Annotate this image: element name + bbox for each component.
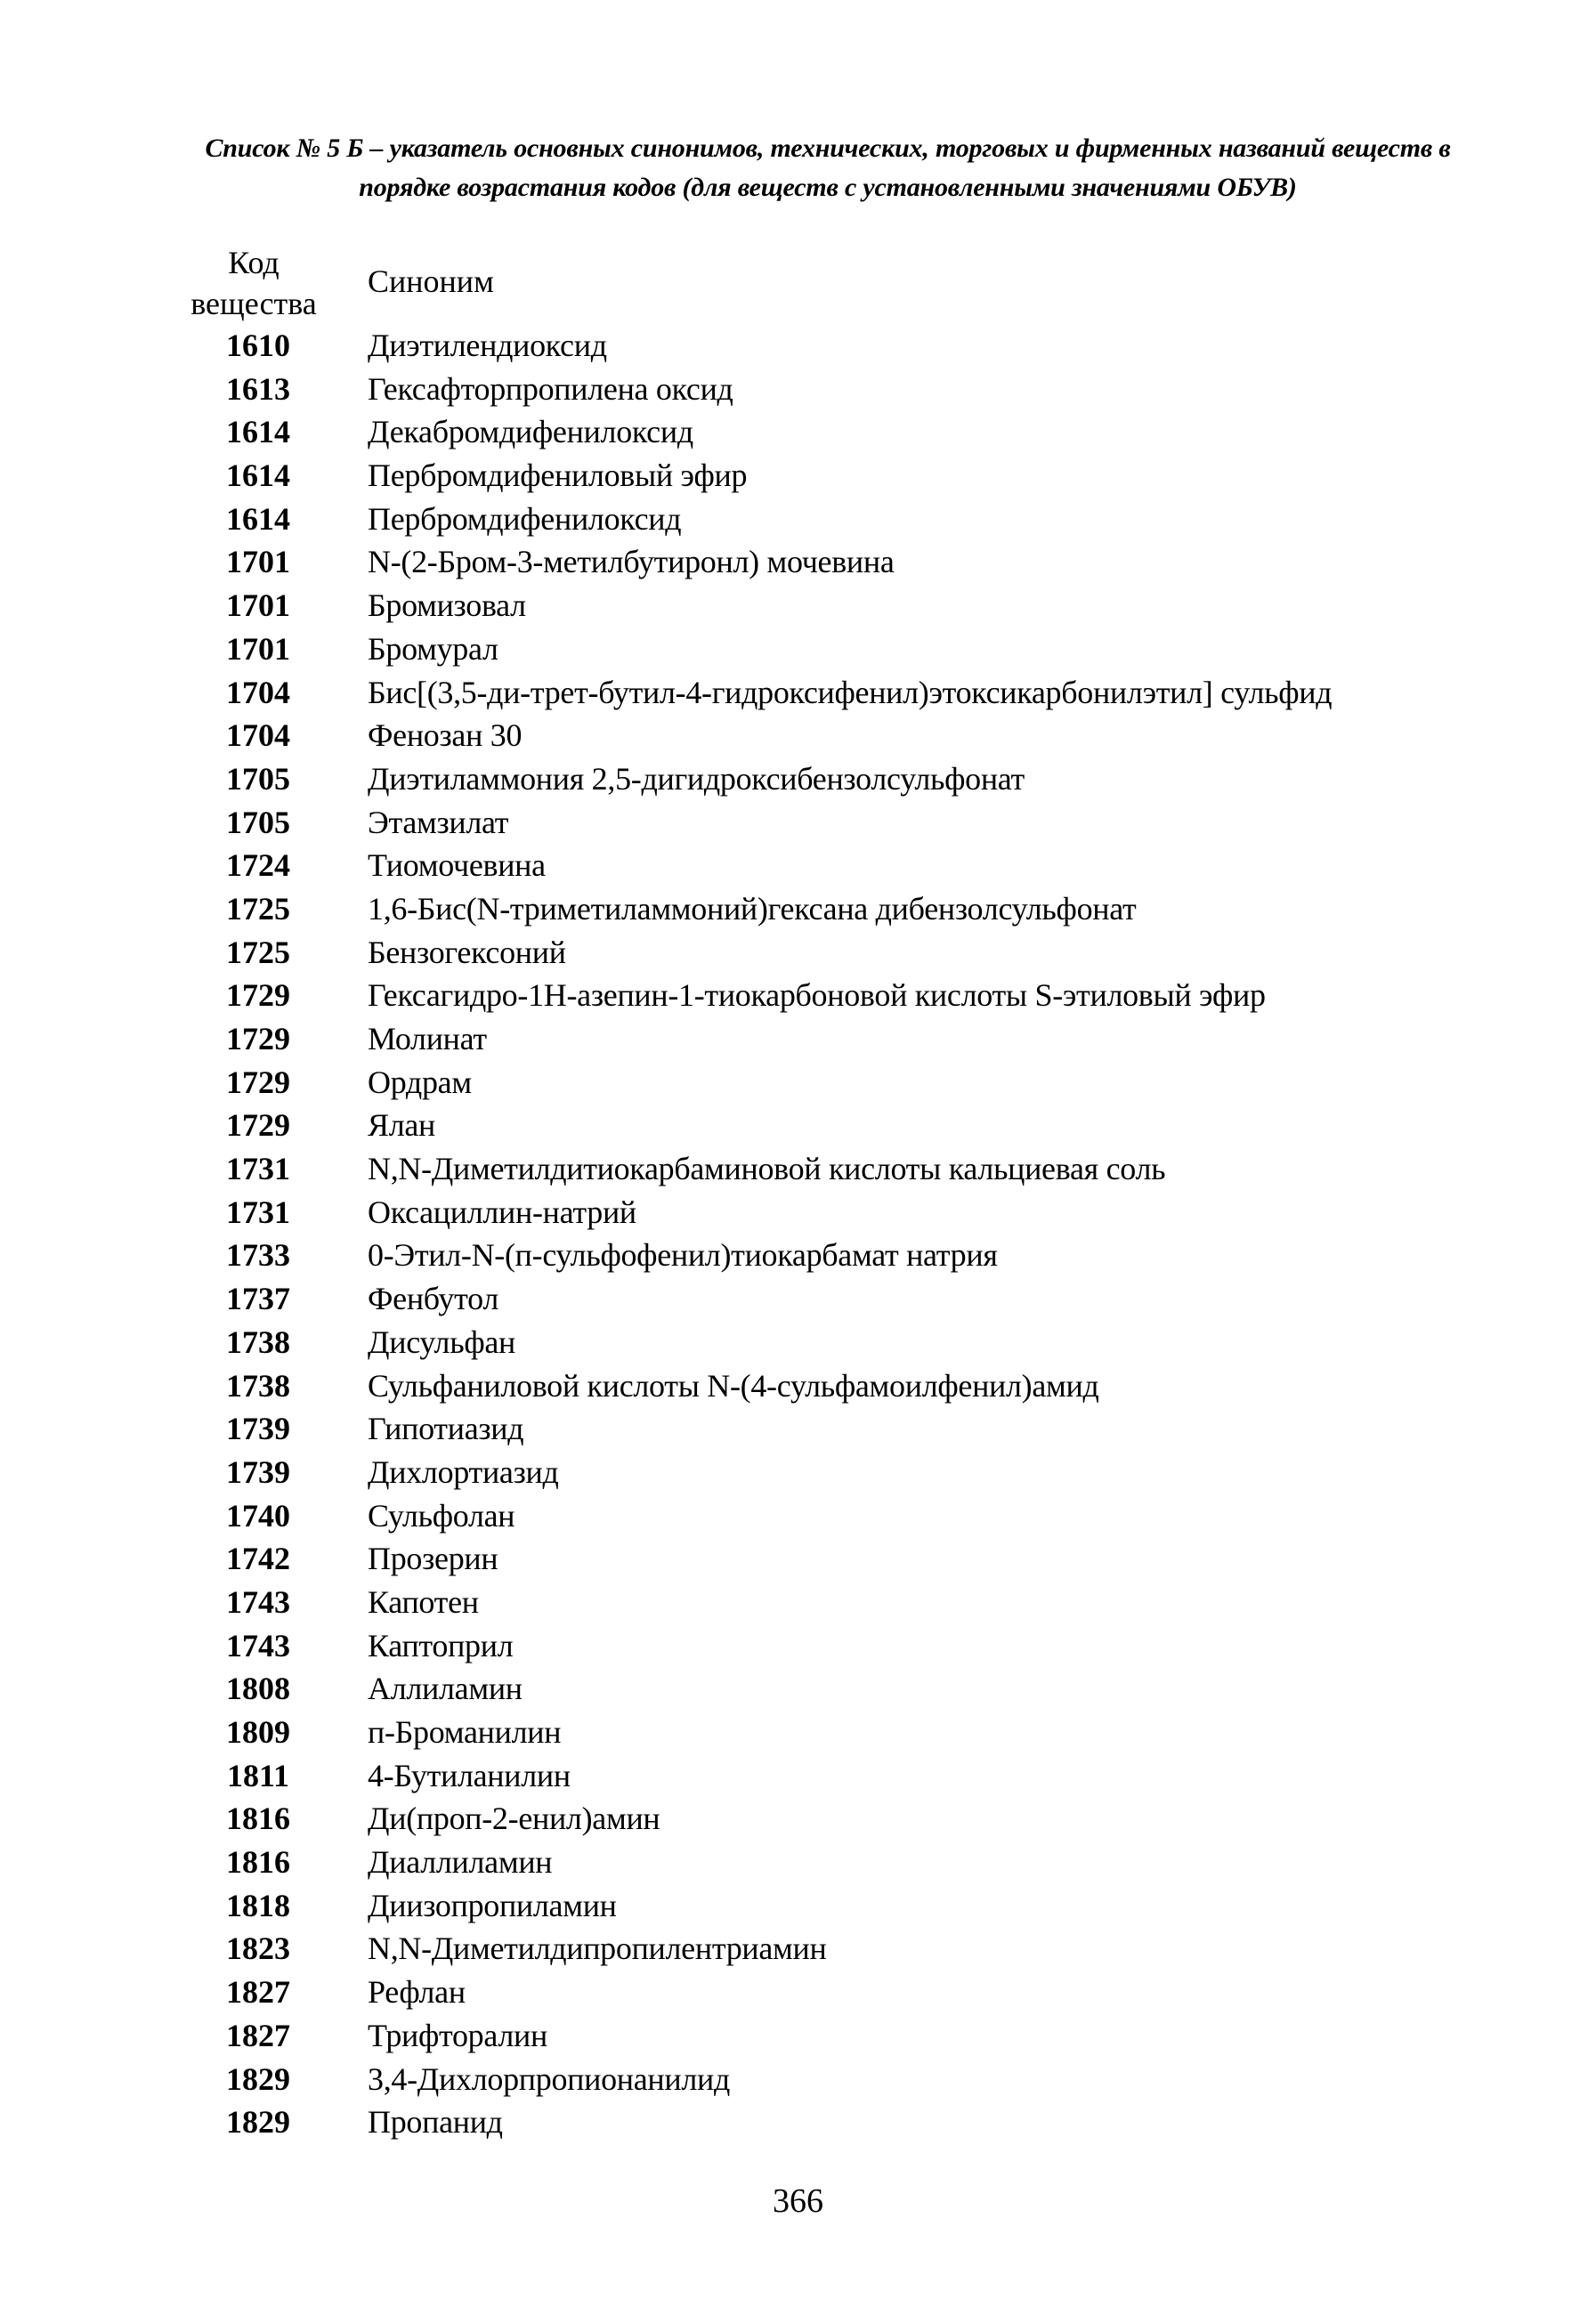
- substance-code: 1829: [226, 2104, 290, 2141]
- synonym-name: Пербромдифениловый эфир: [368, 457, 748, 494]
- substance-code: 1743: [226, 1627, 290, 1663]
- table-row: [0, 1581, 1596, 1624]
- table-row: [0, 1624, 1596, 1668]
- substance-code: 1829: [226, 2060, 290, 2097]
- table-row: [0, 757, 1596, 801]
- table-row: [0, 801, 1596, 845]
- page-header: [134, 129, 1522, 207]
- substance-code: 1809: [226, 1714, 290, 1750]
- header-line-2: порядке возрастания кодов (для веществ с установленными значениями ОБУВ): [359, 173, 1297, 202]
- substance-code: 1738: [226, 1323, 290, 1360]
- synonym-name: Диаллиламин: [368, 1844, 553, 1881]
- substance-code: 1610: [226, 328, 290, 363]
- table-row: [0, 1494, 1596, 1538]
- synonym-name: Рефлан: [368, 1974, 466, 2011]
- table-row: [0, 1667, 1596, 1711]
- table-row: [0, 1321, 1596, 1364]
- synonym-name: N,N-Диметилдипропилентриамин: [368, 1931, 827, 1967]
- substance-code: 1740: [226, 1497, 290, 1534]
- synonym-name: Пропанид: [368, 2104, 503, 2141]
- table-row: [0, 2058, 1596, 2101]
- table-row: [0, 1841, 1596, 1884]
- substance-code: 1733: [226, 1237, 290, 1274]
- substance-code: 1704: [226, 717, 290, 754]
- table-row: [0, 1234, 1596, 1277]
- substance-code: 1743: [226, 1583, 290, 1620]
- table-row: [0, 540, 1596, 584]
- synonym-name: Оксациллин-натрий: [368, 1194, 636, 1230]
- table-row: [0, 1364, 1596, 1408]
- synonym-name: п-Броманилин: [368, 1714, 562, 1750]
- synonym-name: Пербромдифенилоксид: [368, 500, 682, 537]
- substance-code: 1827: [226, 2017, 290, 2053]
- synonym-name: Трифторалин: [368, 2017, 547, 2053]
- substance-code: 1808: [226, 1671, 290, 1707]
- table-row: [0, 974, 1596, 1017]
- synonym-name: N-(2-Бром-3-метилбутиронл) мочевина: [368, 544, 895, 580]
- synonym-name: 1,6-Бис(N-триметиламмоний)гексана дибензолсульфонат: [368, 890, 1137, 927]
- table-row: [0, 1061, 1596, 1105]
- substance-code: 1731: [226, 1194, 290, 1230]
- substance-code: 1729: [226, 1064, 290, 1100]
- table-row: [0, 627, 1596, 671]
- synonym-name: Каптоприл: [368, 1627, 514, 1663]
- substance-code: 1705: [226, 804, 290, 840]
- column-header-code-line-1: Код: [228, 245, 280, 280]
- table-row: [0, 931, 1596, 975]
- synonym-name: Капотен: [368, 1583, 479, 1620]
- substance-code: 1614: [226, 500, 290, 537]
- synonym-name: 0-Этил-N-(п-сульфофенил)тиокарбамат натрия: [368, 1237, 998, 1274]
- substance-code: 1742: [226, 1541, 290, 1577]
- synonym-name: Ордрам: [368, 1064, 472, 1100]
- substance-code: 1827: [226, 1974, 290, 2011]
- table-row: [0, 1884, 1596, 1928]
- substance-code: 1739: [226, 1411, 290, 1447]
- synonym-name: Ди(проп-2-енил)амин: [368, 1801, 660, 1837]
- table-row: [0, 1754, 1596, 1798]
- synonym-name: Аллиламин: [368, 1671, 523, 1707]
- header-line-1: Список № 5 Б – указатель основных синонимов, технических, торговых и фирменных названий веществ в: [205, 134, 1451, 163]
- synonym-name: Дихлортиазид: [368, 1453, 559, 1490]
- table-row: [0, 1407, 1596, 1451]
- substance-code: 1704: [226, 674, 290, 710]
- synonym-name: Бромизовал: [368, 587, 526, 624]
- table-row: [0, 454, 1596, 498]
- table-row: [0, 887, 1596, 931]
- synonym-name: Бензогексоний: [368, 934, 566, 970]
- substance-code: 1701: [226, 544, 290, 580]
- synonym-name: N,N-Диметилдитиокарбаминовой кислоты кальциевая соль: [368, 1151, 1166, 1187]
- substance-code: 1614: [226, 414, 290, 450]
- table-row: [0, 1191, 1596, 1234]
- substance-code: 1739: [226, 1453, 290, 1490]
- table-row: [0, 324, 1596, 368]
- column-header-synonym: Синоним: [368, 263, 494, 299]
- synonym-name: Бис[(3,5-ди-трет-бутил-4-гидроксифенил)этоксикарбонилэтил] сульфид: [368, 674, 1333, 710]
- table-row: [0, 1277, 1596, 1321]
- synonym-name: Диизопропиламин: [368, 1887, 617, 1923]
- table-row: [0, 1971, 1596, 2014]
- table-row: [0, 1017, 1596, 1061]
- table-row: [0, 2014, 1596, 2058]
- synonym-name: Ялан: [368, 1107, 436, 1144]
- synonym-name: 3,4-Дихлорпропионанилид: [368, 2060, 730, 2097]
- substance-code: 1613: [226, 370, 290, 407]
- synonym-table: [0, 324, 1596, 2144]
- substance-code: 1818: [226, 1887, 290, 1923]
- table-row: [0, 1711, 1596, 1754]
- page-number: 366: [773, 2182, 823, 2220]
- table-row: [0, 714, 1596, 757]
- synonym-name: Молинат: [368, 1021, 487, 1056]
- substance-code: 1729: [226, 1021, 290, 1056]
- synonym-name: Гексагидро-1Н-азепин-1-тиокарбоновой кислоты S-этиловый эфир: [368, 977, 1266, 1014]
- substance-code: 1823: [226, 1931, 290, 1967]
- synonym-name: Этамзилат: [368, 804, 509, 840]
- table-row: [0, 1797, 1596, 1841]
- synonym-name: Фенозан 30: [368, 717, 523, 754]
- table-row: [0, 844, 1596, 887]
- substance-code: 1705: [226, 760, 290, 797]
- synonym-name: Бромурал: [368, 630, 498, 667]
- table-row: [0, 368, 1596, 411]
- table-row: [0, 498, 1596, 541]
- substance-code: 1737: [226, 1281, 290, 1317]
- substance-code: 1729: [226, 1107, 290, 1144]
- substance-code: 1816: [226, 1844, 290, 1881]
- substance-code: 1725: [226, 934, 290, 970]
- substance-code: 1701: [226, 587, 290, 624]
- substance-code: 1724: [226, 847, 290, 884]
- substance-code: 1816: [226, 1801, 290, 1837]
- synonym-name: Гексафторпропилена оксид: [368, 370, 733, 407]
- substance-code: 1738: [226, 1367, 290, 1404]
- substance-code: 1811: [226, 1757, 289, 1793]
- synonym-name: Сульфолан: [368, 1497, 515, 1534]
- synonym-name: Тиомочевина: [368, 847, 546, 884]
- substance-code: 1729: [226, 977, 290, 1014]
- table-row: [0, 1451, 1596, 1494]
- column-header-code-line-2: вещества: [190, 286, 317, 321]
- table-row: [0, 1537, 1596, 1581]
- substance-code: 1701: [226, 630, 290, 667]
- table-row: [0, 1147, 1596, 1191]
- substance-code: 1725: [226, 890, 290, 927]
- synonym-name: Фенбутол: [368, 1281, 498, 1317]
- synonym-name: Декабромдифенилоксид: [368, 414, 693, 450]
- synonym-name: Диэтиламмония 2,5-дигидроксибензолсульфонат: [368, 760, 1025, 797]
- substance-code: 1731: [226, 1151, 290, 1187]
- synonym-name: Прозерин: [368, 1541, 498, 1577]
- table-row: [0, 1927, 1596, 1971]
- substance-code: 1614: [226, 457, 290, 494]
- synonym-name: Диэтилендиоксид: [368, 328, 607, 363]
- table-row: [0, 410, 1596, 454]
- column-header-code: [178, 242, 329, 324]
- synonym-name: Дисульфан: [368, 1323, 515, 1360]
- table-row: [0, 1104, 1596, 1147]
- table-row: [0, 671, 1596, 715]
- table-row: [0, 2100, 1596, 2144]
- table-row: [0, 584, 1596, 627]
- synonym-name: Гипотиазид: [368, 1411, 524, 1447]
- synonym-name: Сульфаниловой кислоты N-(4-сульфамоилфенил)амид: [368, 1367, 1099, 1404]
- synonym-name: 4-Бутиланилин: [368, 1757, 571, 1793]
